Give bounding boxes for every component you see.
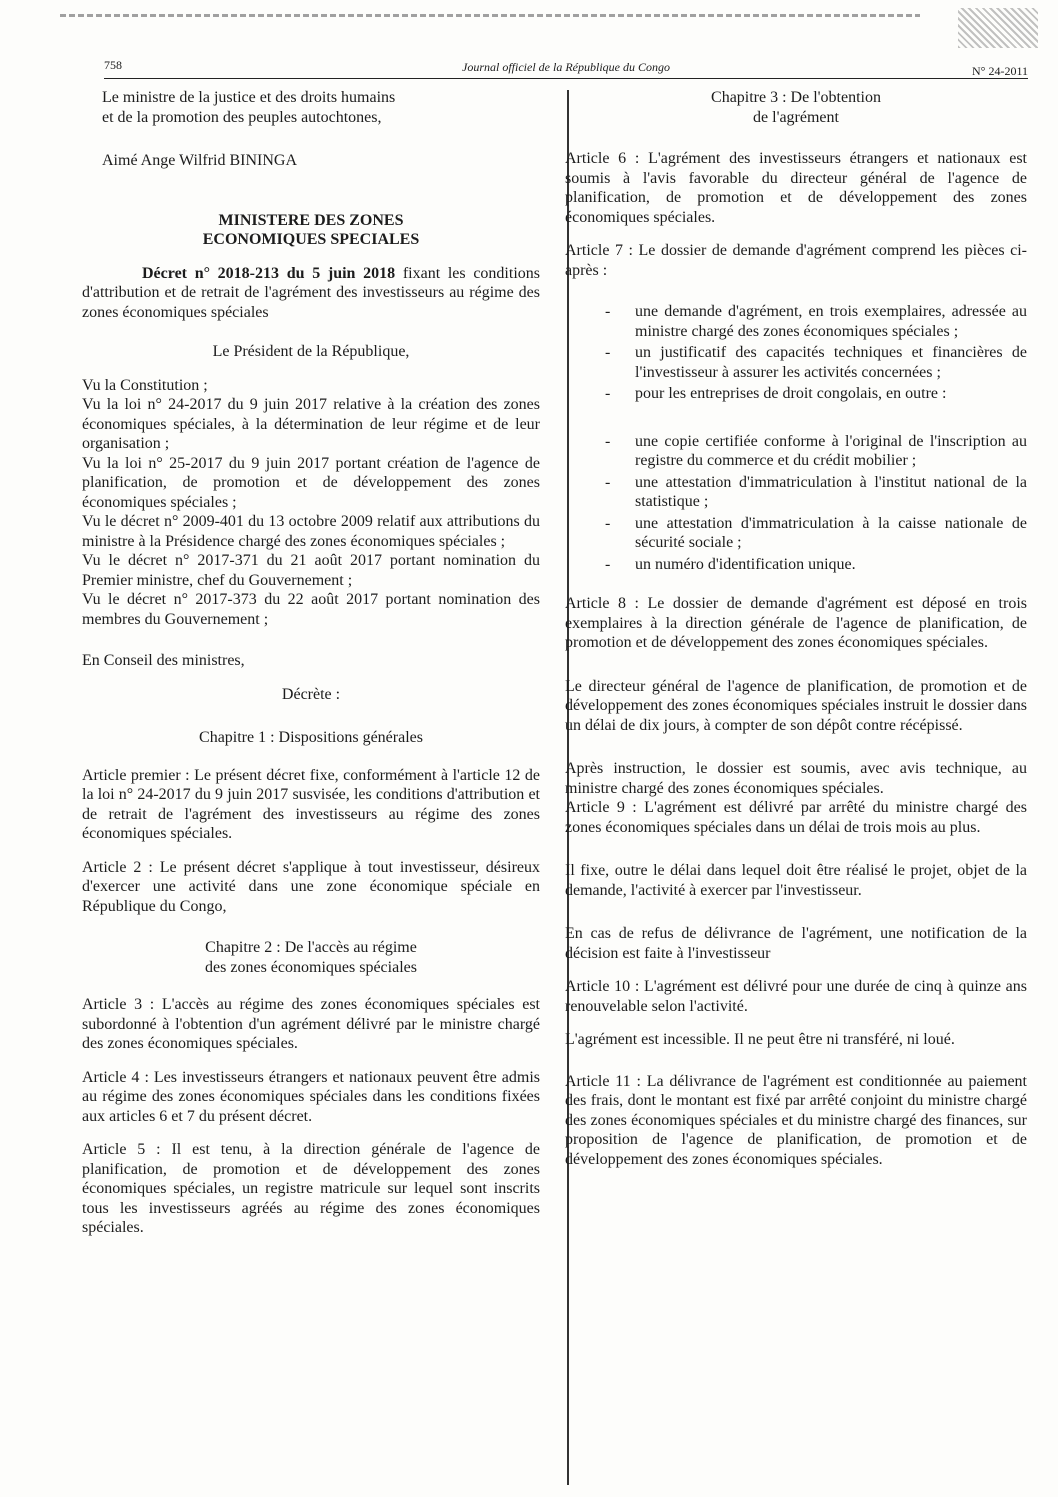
list-item: - un numéro d'identification unique. (635, 555, 1027, 575)
article-2: Article 2 : Le présent décret s'applique à tout investisseur, désireux d'exercer une activité dans une zone économique spéciale en République du Congo, (82, 858, 540, 915)
article-3: Article 3 : L'accès au régime des zones économiques spéciales est subordonné à l'obtention d'un agrément délivré par le ministre chargé des zones économiques spéciales. (82, 996, 540, 1052)
page-header (104, 56, 1028, 79)
article-8-paragraph-3: Après instruction, le dossier est soumis, avec avis technique, au ministre chargé des zones économiques spéciales. (565, 760, 1027, 797)
list-item: - une attestation d'immatriculation à la caisse nationale de sécurité sociale ; (635, 514, 1027, 553)
journal-title: Journal officiel de la République du Congo (462, 60, 670, 74)
chapter-3-heading (565, 88, 1027, 127)
article-9-paragraph-2: Il fixe, outre le délai dans lequel doit être réalisé le projet, objet de la demande, l'activité à exercer par l'investisseur. (565, 862, 1027, 899)
decree-title-number: Décret n° 2018-213 du 5 juin 2018 (142, 264, 396, 282)
vu-item: Vu la loi n° 24-2017 du 9 juin 2017 relative à la création des zones économiques spéciales, à la détermination de leur régime et de leur organisation ; (82, 396, 540, 452)
vu-list (82, 376, 540, 630)
list-item: - une copie certifiée conforme à l'original de l'inscription au registre du commerce et du crédit mobilier ; (635, 432, 1027, 471)
vu-item: Vu la Constitution ; (82, 376, 208, 394)
ministry-line1: MINISTERE DES ZONES (218, 211, 404, 229)
list-item: - un justificatif des capacités techniques et financières de l'investisseur à assurer les activités concernées ; (635, 343, 1027, 382)
list-item: - une demande d'agrément, en trois exemplaires, adressée au ministre chargé des zones économiques spéciales ; (635, 302, 1027, 341)
right-column (565, 88, 1027, 1183)
president-line: Le Président de la République, (212, 343, 410, 360)
signature-role-line2: et de la promotion des peuples autochtones, (102, 108, 382, 126)
vu-item: Vu la loi n° 25-2017 du 9 juin 2017 portant création de l'agence de planification, de promotion et de développement des zones économiques spéciales ; (82, 454, 540, 511)
congolese-documents-list (565, 432, 1027, 575)
documents-list (565, 302, 1027, 404)
vu-item: Vu le décret n° 2017-371 du 21 août 2017 portant nomination du Premier ministre, chef du Gouvernement ; (82, 552, 540, 589)
vu-item: Vu le décret n° 2009-401 du 13 octobre 2009 relatif aux attributions du ministre à la Présidence chargé des zones économiques spéciales ; (82, 513, 540, 550)
chapter-1-heading: Chapitre 1 : Dispositions générales (199, 729, 423, 746)
chapter-2-line1: Chapitre 2 : De l'accès au régime (205, 939, 417, 956)
article-4: Article 4 : Les investisseurs étrangers et nationaux peuvent être admis au régime des zones économiques spéciales dans les conditions fixées aux articles 6 et 7 du présent décret. (82, 1068, 540, 1125)
chapter-3-line1: Chapitre 3 : De l'obtention (711, 89, 881, 106)
decrete-line: Décrète : (281, 685, 341, 703)
chapter-2-line2: des zones économiques spéciales (205, 958, 417, 976)
article-8-paragraph-2: Le directeur général de l'agence de planification, de promotion et de développement des zones économiques spéciales instruit le dossier dans un délai de dix jours, à compter de son dépôt contre récépissé. (565, 677, 1027, 734)
list-item: - pour les entreprises de droit congolais, en outre : (635, 384, 1027, 404)
article-6: Article 6 : L'agrément des investisseurs étrangers et nationaux est soumis à l'avis favorable du directeur général de l'agence de planification, de promotion et de développement des zones économiques spéciales. (565, 150, 1027, 226)
signature-role-line1: Le ministre de la justice et des droits humains (102, 89, 396, 106)
article-1: Article premier : Le présent décret fixe, conformément à l'article 12 de la loi n° 24-2017 du 9 juin 2017 susvisée, les conditions d'attribution et de retrait de l'agrément des investisseurs au régime des zones économiques spéciales. (82, 766, 540, 842)
issue-number: N° 24-2011 (971, 64, 1028, 78)
signature-block (82, 88, 540, 171)
vu-item: Vu le décret n° 2017-373 du 22 août 2017 portant nomination des membres du Gouvernement ; (82, 591, 540, 628)
decree-title (82, 264, 540, 323)
chapter-2-heading (82, 938, 540, 977)
article-10: Article 10 : L'agrément est délivré pour une durée de cinq à quinze ans renouvelable selon l'activité. (565, 978, 1027, 1015)
conseil-line: En Conseil des ministres, (82, 652, 245, 669)
article-11: Article 11 : La délivrance de l'agrément est conditionnée au paiement des frais, dont le montant est fixé par arrêté conjoint du ministre chargé des zones économiques spéciales et du ministre chargé des finances, sur proposition de l'agence de planification, de promotion et de développement des zones économiques spéciales. (565, 1072, 1027, 1168)
scan-artifact-corner (958, 8, 1038, 48)
article-9-paragraph-3: En cas de refus de délivrance de l'agrément, une notification de la décision est faite à l'investisseur (565, 925, 1027, 962)
signature-name: Aimé Ange Wilfrid BININGA (102, 152, 298, 169)
article-7: Article 7 : Le dossier de demande d'agrément comprend les pièces ci-après : (565, 242, 1027, 279)
page-number: 758 (104, 58, 122, 72)
chapter-3-line2: de l'agrément (753, 108, 839, 126)
article-10-paragraph-2: L'agrément est incessible. Il ne peut être ni transféré, ni loué. (565, 1031, 955, 1048)
list-item: - une attestation d'immatriculation à l'institut national de la statistique ; (635, 473, 1027, 512)
article-5: Article 5 : Il est tenu, à la direction générale de l'agence de planification, de promotion et de développement des zones économiques spéciales, un registre matricule sur lequel sont inscrits tous les investisseurs agréés au régime des zones économiques spéciales. (82, 1141, 540, 1236)
ministry-heading (82, 211, 540, 250)
scan-artifact-top (60, 14, 920, 17)
left-column (82, 88, 540, 1252)
decree-title-text: fixant les conditions d'attribution et de retrait de l'agrément des investisseurs au régime des zones économiques spéciales (82, 264, 540, 321)
ministry-line2: ECONOMIQUES SPECIALES (202, 231, 420, 248)
article-9: Article 9 : L'agrément est délivré par arrêté du ministre chargé des zones économiques spéciales dans un délai de trois mois au plus. (565, 799, 1027, 836)
article-8: Article 8 : Le dossier de demande d'agrément est déposé en trois exemplaires à la direction générale de l'agence de planification, de promotion et de développement des zones économiques spéciales. (565, 595, 1027, 651)
